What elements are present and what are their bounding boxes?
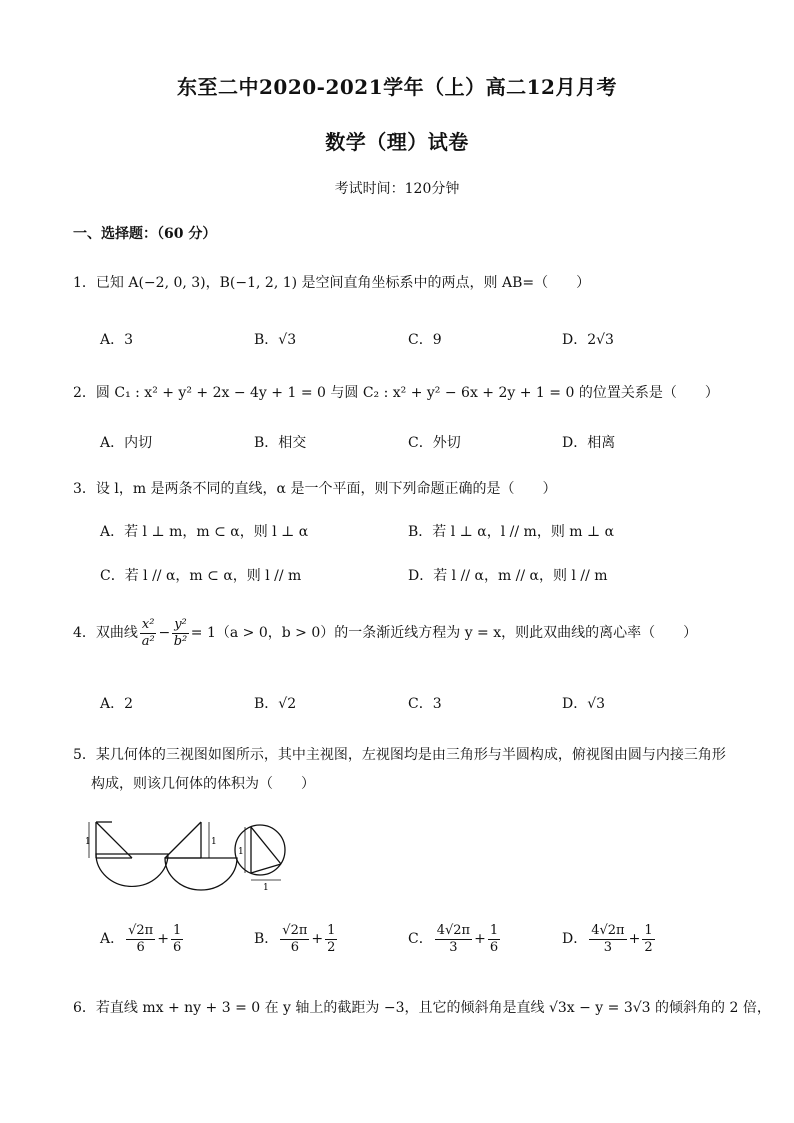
front-view: [89, 822, 168, 886]
q4-frac2-num: y²: [174, 616, 187, 632]
q5-b-den1: 6: [290, 939, 299, 955]
exam-title: 东至二中2020-2021学年（上）高二12月月考: [177, 75, 617, 99]
q1-option-c: C．9: [408, 332, 442, 348]
q5-a-num1: √2π: [128, 922, 154, 938]
q4-stem-prefix: 4．双曲线: [73, 625, 138, 641]
q4-option-c: C．3: [408, 696, 442, 712]
question-3-stem: 3．设 l，m 是两条不同的直线，α 是一个平面，则下列命题正确的是（ ）: [73, 481, 557, 497]
q5-c-label: C．: [408, 931, 433, 947]
question-1-stem: 1．已知 A(−2, 0, 3)，B(−1, 2, 1) 是空间直角坐标系中的两点，则 AB=（ ）: [73, 275, 591, 291]
q4-option-b: B．√2: [254, 696, 297, 712]
q4-option-d: D．√3: [562, 696, 606, 712]
front-view-height-label: 1: [85, 837, 91, 847]
q5-d-num1: 4√2π: [591, 922, 625, 938]
section-heading: 一、选择题：（60 分）: [73, 226, 217, 242]
q5-option-a: A． $\frac{√2\pi}{6}$ + $\frac{1}{6}$: [100, 922, 182, 955]
q1-option-d: D．2√3: [562, 332, 614, 348]
q5-a-den2: 6: [172, 939, 182, 955]
q2-option-c: C．外切: [408, 435, 461, 451]
q5-d-frac2: [642, 923, 654, 956]
q3-option-d: D．若 l // α，m // α，则 l // m: [408, 568, 608, 584]
q3-option-b: B．若 l ⊥ α，l // m，则 m ⊥ α: [408, 524, 615, 540]
question-5-stem-line1: 5．某几何体的三视图如图所示，其中主视图，左视图均是由三角形与半圆构成，俯视图由圆与内接三角形: [73, 747, 726, 763]
q4-frac2-den: b²: [173, 633, 188, 649]
q3-option-c: C．若 l // α，m ⊂ α，则 l // m: [100, 568, 302, 584]
q4-fraction-2: [172, 617, 189, 650]
q1-option-a: A．3: [100, 332, 134, 348]
top-view-height-label: 1: [238, 847, 244, 857]
q5-d-den2: 2: [644, 939, 653, 955]
top-view-width-label: 1: [263, 883, 269, 893]
q2-option-b: B．相交: [254, 435, 307, 451]
q5-option-b: B． $\frac{√2\pi}{6}$ + $\frac{1}{2}$: [254, 922, 336, 955]
q2-option-d: D．相离: [562, 435, 616, 451]
three-view-figure: [85, 818, 305, 898]
q5-b-frac2: [325, 923, 337, 956]
q1-option-b: B．√3: [254, 332, 297, 348]
question-5-stem-line2: 构成，则该几何体的体积为（ ）: [91, 776, 315, 792]
q5-a-num2: 1: [172, 922, 182, 938]
q4-stem-suffix: = 1（a > 0，b > 0）的一条渐近线方程为 y = x，则此双曲线的离心率（ ）: [190, 625, 698, 641]
side-view-height-label: 1: [211, 837, 217, 847]
exam-time: 考试时间：120分钟: [334, 181, 460, 197]
q5-c-num2: 1: [489, 922, 499, 938]
q3-option-a: A．若 l ⊥ m，m ⊂ α，则 l ⊥ α: [100, 524, 309, 540]
q4-frac1-num: x²: [141, 616, 155, 632]
q5-d-den1: 3: [603, 939, 613, 955]
q5-c-den1: 3: [449, 939, 458, 955]
q5-d-num2: 1: [644, 922, 653, 938]
q4-frac1-den: a²: [141, 633, 155, 649]
q5-c-num1: 4√2π: [436, 922, 471, 938]
q5-c-frac1: [435, 923, 472, 956]
q5-b-frac1: [280, 923, 309, 956]
q5-option-d: D． $\frac{4√2\pi}{3}$ + $\frac{1}{2}$: [562, 922, 653, 955]
q5-b-num1: √2π: [282, 922, 308, 938]
q4-option-a: A．2: [100, 696, 134, 712]
q5-b-num2: 1: [327, 922, 336, 938]
q5-b-label: B．: [254, 931, 279, 947]
q5-d-frac1: [589, 923, 626, 956]
side-view: [165, 822, 237, 890]
q5-c-den2: 6: [489, 939, 499, 955]
q5-c-frac2: [488, 923, 500, 956]
q5-a-frac2: [171, 923, 183, 956]
q5-a-label: A．: [100, 931, 125, 947]
question-6-stem: 6．若直线 mx + ny + 3 = 0 在 y 轴上的截距为 −3，且它的倾斜角是直线 √3x − y = 3√3 的倾斜角的 2 倍，: [73, 1000, 771, 1016]
q4-fraction-1: [140, 617, 157, 650]
q5-a-den1: 6: [136, 939, 145, 955]
q5-d-label: D．: [562, 931, 588, 947]
q2-option-a: A．内切: [100, 435, 153, 451]
q5-a-frac1: [126, 923, 155, 956]
question-2-stem: 2．圆 C₁ : x² + y² + 2x − 4y + 1 = 0 与圆 C₂ : x² + y² − 6x + 2y + 1 = 0 的位置关系是（ ）: [73, 385, 719, 401]
q5-b-den2: 2: [327, 939, 336, 955]
question-4-stem: 4．双曲线 $\frac{\text{x²}}{\text{a²}}$ − $\frac{\text{y²}}{\text{b²}}$ = 1（a > 0，b > 0）的一条渐近线方程为 y = x，则此双曲线的离心率（ ）: [73, 616, 698, 649]
q5-option-c: C． $\frac{4√2\pi}{3}$ + $\frac{1}{6}$: [408, 922, 499, 955]
exam-subtitle: 数学（理）试卷: [325, 130, 469, 154]
